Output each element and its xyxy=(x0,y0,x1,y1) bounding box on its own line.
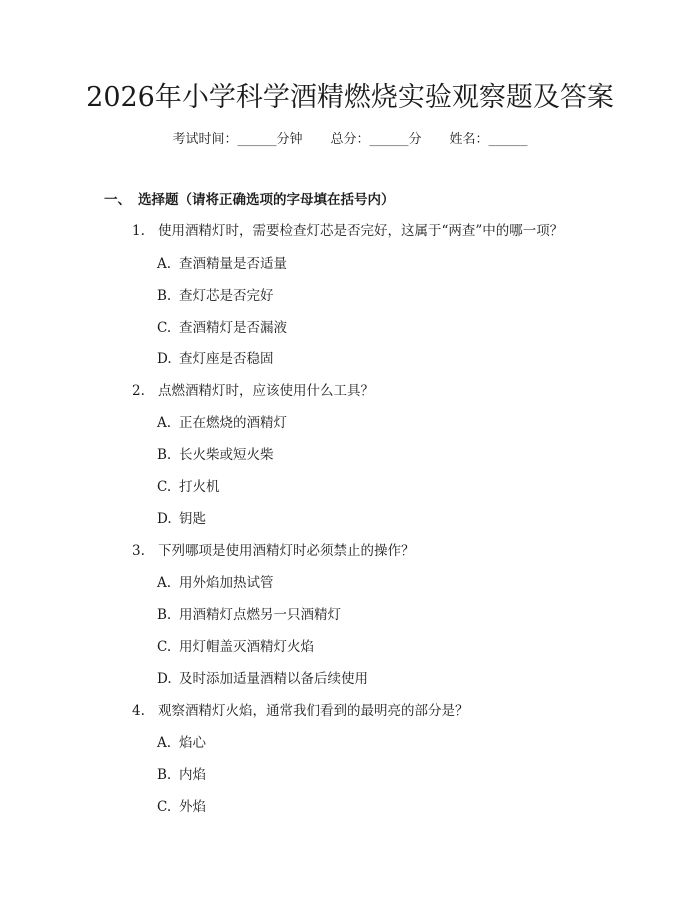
student-name: 姓名：______ xyxy=(449,132,528,147)
option-text: 及时添加适量酒精以备后续使用 xyxy=(179,671,368,687)
question-option xyxy=(157,765,206,785)
question-text: 使用酒精灯时，需要检查灯芯是否完好，这属于“两查”中的哪一项？ xyxy=(158,223,564,239)
option-letter: A. xyxy=(157,735,172,751)
exam-time: 考试时间：______分钟 xyxy=(172,132,303,147)
option-letter: D. xyxy=(157,511,172,527)
option-letter: B. xyxy=(157,288,172,304)
exam-meta xyxy=(0,130,700,150)
option-letter: A. xyxy=(157,256,172,272)
question xyxy=(132,381,374,401)
option-text: 内焰 xyxy=(179,767,206,783)
option-letter: B. xyxy=(157,447,172,463)
option-text: 查灯座是否稳固 xyxy=(179,351,274,367)
question-option xyxy=(157,349,274,369)
option-letter: A. xyxy=(157,415,172,431)
option-text: 用酒精灯点燃另一只酒精灯 xyxy=(179,607,341,623)
option-letter: C. xyxy=(157,479,172,495)
question xyxy=(132,701,469,721)
question-number: 3. xyxy=(132,543,145,559)
question-option xyxy=(157,477,220,497)
question-option xyxy=(157,286,274,306)
option-text: 外焰 xyxy=(179,799,206,815)
option-letter: B. xyxy=(157,607,172,623)
option-text: 查酒精量是否适量 xyxy=(179,256,287,272)
option-letter: C. xyxy=(157,639,172,655)
question-option xyxy=(157,669,368,689)
question-number: 2. xyxy=(132,383,145,399)
option-text: 焰心 xyxy=(179,735,206,751)
question xyxy=(132,221,563,241)
section-heading xyxy=(104,190,395,210)
section-title: 选择题（请将正确选项的字母填在括号内） xyxy=(138,192,395,208)
option-letter: D. xyxy=(157,671,172,687)
question-text: 观察酒精灯火焰，通常我们看到的最明亮的部分是？ xyxy=(158,703,469,719)
question-option xyxy=(157,445,274,465)
question-option xyxy=(157,254,287,274)
option-letter: D. xyxy=(157,351,172,367)
option-text: 长火柴或短火柴 xyxy=(179,447,274,463)
option-letter: C. xyxy=(157,799,172,815)
option-letter: B. xyxy=(157,767,172,783)
option-text: 用灯帽盖灭酒精灯火焰 xyxy=(179,639,314,655)
question xyxy=(132,541,415,561)
question-option xyxy=(157,413,287,433)
option-text: 打火机 xyxy=(179,479,220,495)
question-number: 1. xyxy=(132,223,145,239)
question-option xyxy=(157,797,206,817)
question-text: 下列哪项是使用酒精灯时必须禁止的操作？ xyxy=(158,543,415,559)
section-number: 一、 xyxy=(104,192,131,208)
question-option xyxy=(157,733,206,753)
option-text: 查酒精灯是否漏液 xyxy=(179,320,287,336)
question-option xyxy=(157,573,274,593)
question-option xyxy=(157,318,287,338)
question-text: 点燃酒精灯时，应该使用什么工具？ xyxy=(158,383,374,399)
option-letter: A. xyxy=(157,575,172,591)
option-text: 查灯芯是否完好 xyxy=(179,288,274,304)
question-number: 4. xyxy=(132,703,145,719)
question-option xyxy=(157,605,341,625)
option-text: 用外焰加热试管 xyxy=(179,575,274,591)
question-option xyxy=(157,637,314,657)
option-text: 钥匙 xyxy=(179,511,206,527)
question-option xyxy=(157,509,206,529)
option-letter: C. xyxy=(157,320,172,336)
page-title: 2026年小学科学酒精燃烧实验观察题及答案 xyxy=(86,82,614,113)
exam-score: 总分：______分 xyxy=(330,132,422,147)
option-text: 正在燃烧的酒精灯 xyxy=(179,415,287,431)
